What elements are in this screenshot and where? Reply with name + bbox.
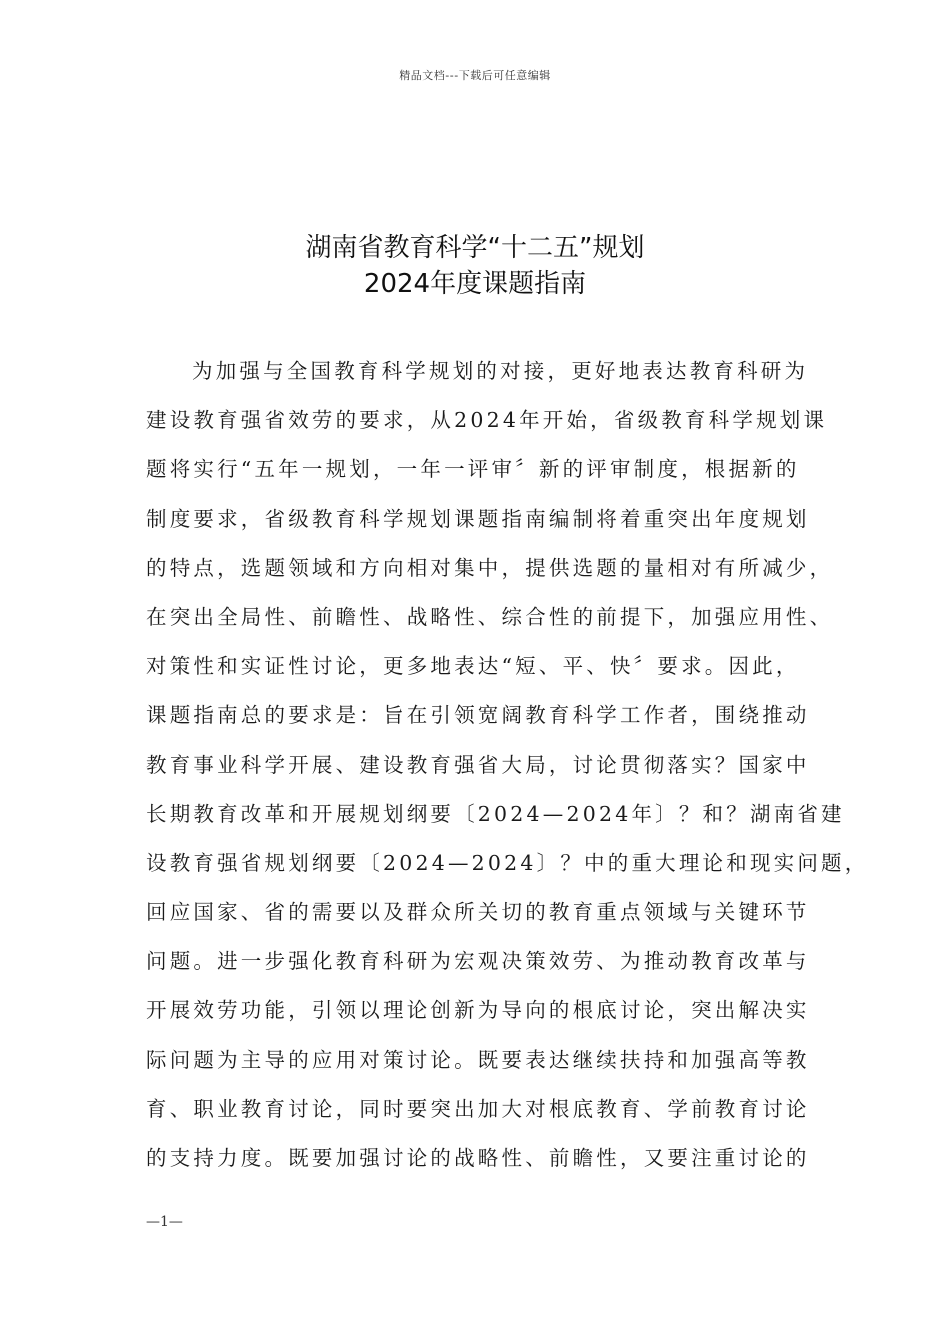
body-line: 在突出全局性、前瞻性、战略性、综合性的前提下，加强应用性、	[146, 604, 834, 629]
body-line: 际问题为主导的应用对策讨论。既要表达继续扶持和加强高等教	[146, 1047, 810, 1072]
body-line: 课题指南总的要求是：旨在引领宽阔教育科学工作者，围绕推动	[146, 703, 810, 728]
body-line: 对策性和实证性讨论，更多地表达“短、平、快〞要求。因此，	[146, 654, 800, 679]
body-line: 问题。进一步强化教育科研为宏观决策效劳、为推动教育改革与	[146, 949, 810, 974]
body-line: 设教育强省规划纲要〔2024—2024〕？中的重大理论和现实问题，	[146, 850, 869, 875]
body-line: 教育事业科学开展、建设教育强省大局，讨论贯彻落实？国家中	[146, 752, 810, 777]
body-line: 题将实行“五年一规划，一年一评审〞新的评审制度，根据新的	[146, 457, 800, 482]
body-line: 育、职业教育讨论，同时要突出加大对根底教育、学前教育讨论	[146, 1096, 810, 1121]
body-line: 建设教育强省效劳的要求，从2024年开始，省级教育科学规划课	[146, 408, 828, 433]
title-line-2: 2024年度课题指南	[363, 269, 587, 299]
title-line-1: 湖南省教育科学“十二五”规划	[305, 233, 645, 263]
body-text	[146, 348, 869, 1184]
body-line: 开展效劳功能，引领以理论创新为导向的根底讨论，突出解决实	[146, 998, 810, 1023]
body-line: 回应国家、省的需要以及群众所关切的教育重点领域与关键环节	[146, 900, 810, 925]
document-title	[0, 230, 950, 302]
body-line: 为加强与全国教育科学规划的对接，更好地表达教育科研为	[192, 359, 809, 383]
body-line: 长期教育改革和开展规划纲要〔2024—2024年〕？和？湖南省建	[146, 801, 845, 826]
body-line: 的支持力度。既要加强讨论的战略性、前瞻性，又要注重讨论的	[146, 1146, 810, 1170]
page-number: —1—	[146, 1214, 183, 1230]
body-line: 制度要求，省级教育科学规划课题指南编制将着重突出年度规划	[146, 506, 810, 531]
page-header: 精品文档---下载后可任意编辑	[399, 69, 551, 82]
body-line: 的特点，选题领域和方向相对集中，提供选题的量相对有所减少，	[146, 555, 834, 580]
